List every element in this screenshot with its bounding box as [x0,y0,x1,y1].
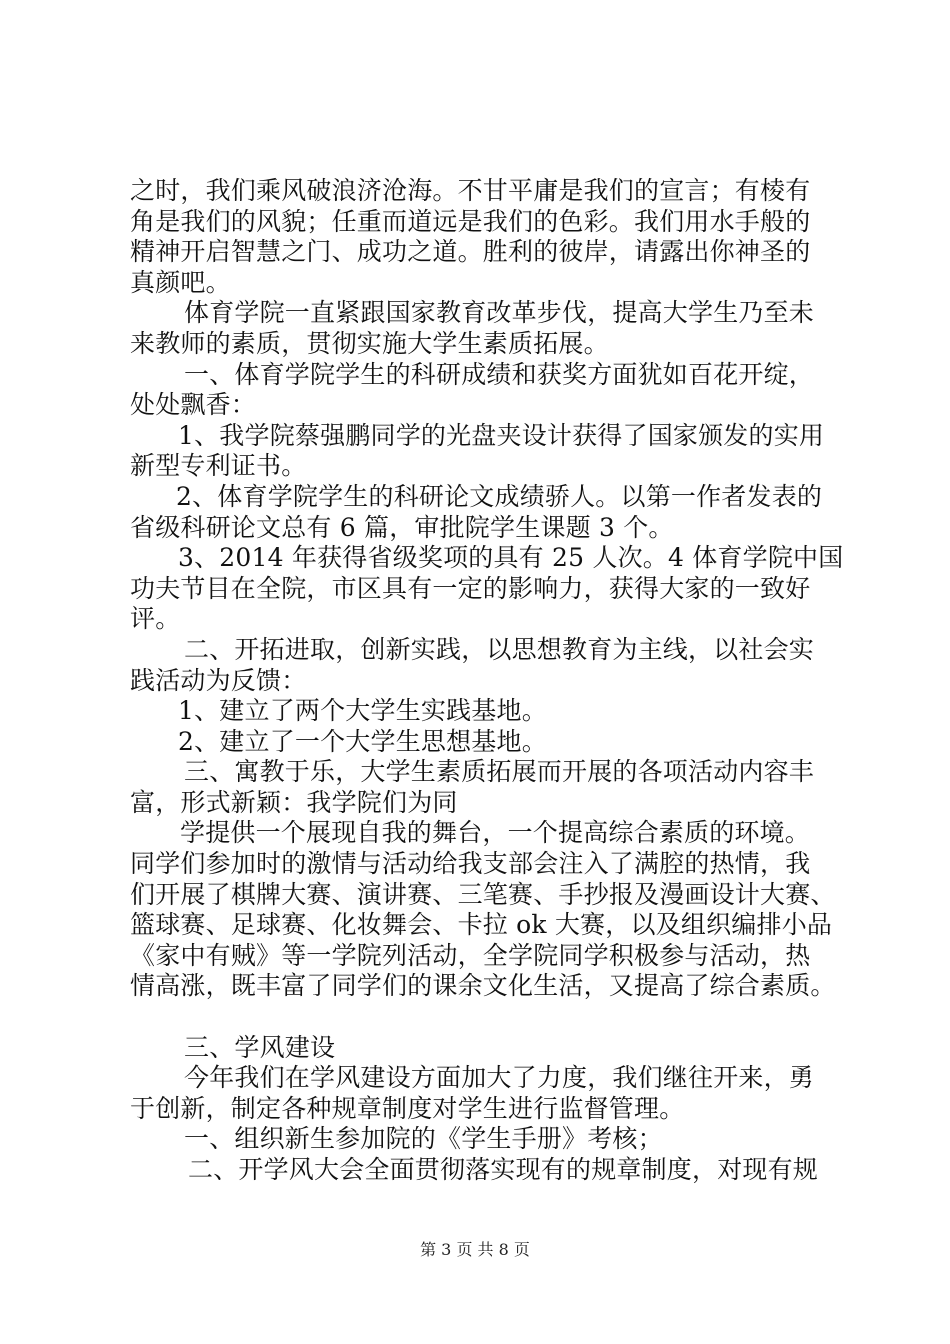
text-line: 三、学风建设 [184,1032,336,1062]
blank-line [130,1002,840,1033]
text-line: 处处飘香： [130,390,257,420]
text-line: 学提供一个展现自我的舞台，一个提高综合素质的环境。 [180,818,811,848]
text-line: 3、2014 年获得省级奖项的具有 25 人次。4 体育学院中国 [178,543,844,573]
text-line: 于创新，制定各种规章制度对学生进行监督管理。 [130,1093,685,1123]
text-line: 三、寓教于乐，大学生素质拓展而开展的各项活动内容丰 [184,757,815,787]
text-line: 1、建立了两个大学生实践基地。 [178,696,547,726]
text-line: 2、体育学院学生的科研论文成绩骄人。以第一作者发表的 [176,481,823,511]
text-line: 角是我们的风貌；任重而道远是我们的色彩。我们用水手般的 [130,206,811,236]
text-line: 情高涨，既丰富了同学们的课余文化生活，又提高了综合素质。 [130,971,836,1001]
text-line: 体育学院一直紧跟国家教育改革步伐，提高大学生乃至未 [184,298,815,328]
text-line: 富，形式新颖：我学院们为同 [130,787,458,817]
text-line: 今年我们在学风建设方面加大了力度，我们继往开来，勇 [184,1063,815,1093]
text-line: 新型专利证书。 [130,451,307,481]
text-line: 真颜吧。 [130,267,231,297]
text-line: 们开展了棋牌大赛、演讲赛、三笔赛、手抄报及漫画设计大赛、 [130,879,836,909]
document-body [130,176,844,1186]
page-footer: 第 3 页 共 8 页 [420,1240,530,1259]
text-line: 《家中有贼》等一学院列活动，全学院同学积极参与活动，热 [130,940,811,970]
text-line: 同学们参加时的激情与活动给我支部会注入了满腔的热情，我 [130,849,811,879]
text-line: 践活动为反馈： [130,665,307,695]
text-line: 2、建立了一个大学生思想基地。 [178,726,547,756]
text-line: 省级科研论文总有 6 篇，审批院学生课题 3 个。 [130,512,674,542]
text-line: 一、体育学院学生的科研成绩和获奖方面犹如百花开绽， [184,359,815,389]
text-line: 篮球赛、足球赛、化妆舞会、卡拉 ok 大赛，以及组织编排小品 [130,910,833,940]
text-line: 二、开拓进取，创新实践，以思想教育为主线，以社会实 [184,634,815,664]
text-line: 二、开学风大会全面贯彻落实现有的规章制度，对现有规 [188,1155,819,1184]
text-line: 评。 [130,604,181,634]
text-line: 精神开启智慧之门、成功之道。胜利的彼岸，请露出你神圣的 [130,237,811,267]
text-line: 1、我学院蔡强鹏同学的光盘夹设计获得了国家颁发的实用 [178,420,825,450]
text-line: 一、组织新生参加院的《学生手册》考核； [184,1124,663,1154]
text-line: 功夫节目在全院，市区具有一定的影响力，获得大家的一致好 [130,573,811,603]
text-line: 之时，我们乘风破浪济沧海。不甘平庸是我们的宣言；有棱有 [130,176,811,205]
text-line: 来教师的素质，贯彻实施大学生素质拓展。 [130,328,609,358]
